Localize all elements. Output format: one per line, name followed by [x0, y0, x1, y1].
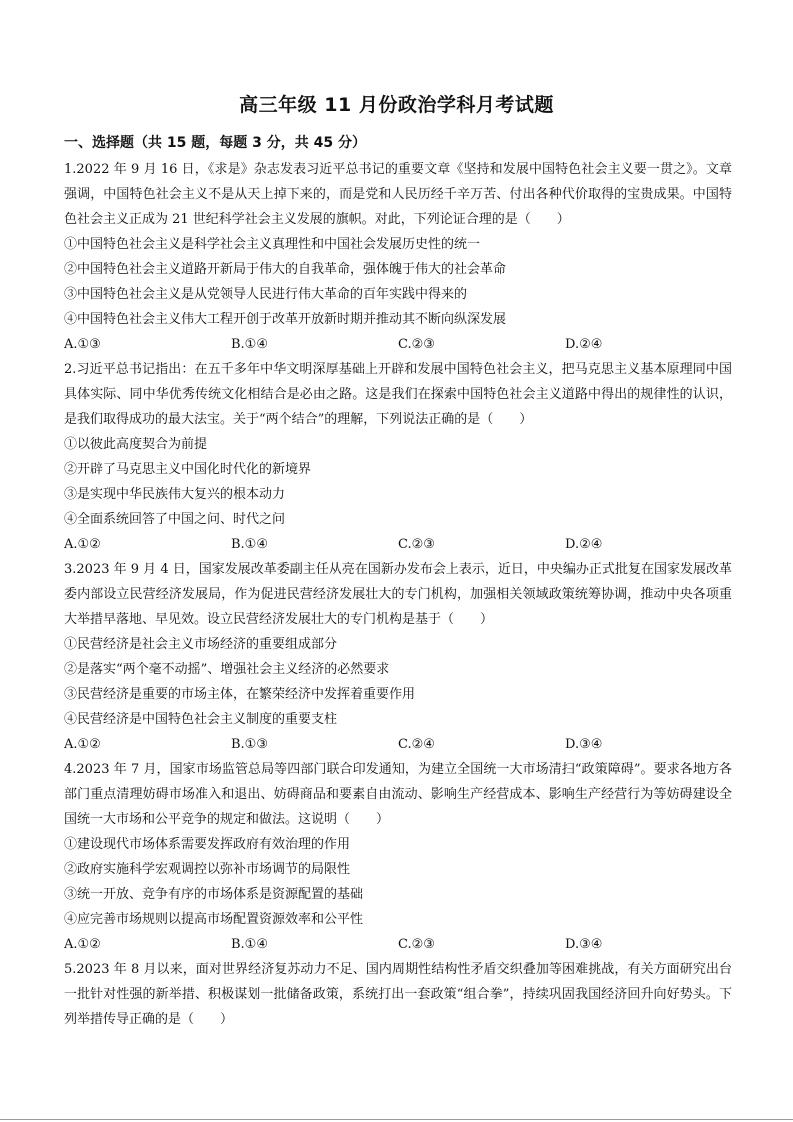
- answer-choice-c: C.②③: [398, 337, 435, 352]
- answer-choice-d: D.③④: [565, 937, 603, 952]
- answer-choice-b: B.①④: [231, 537, 268, 552]
- answer-choice-a: A.①③: [64, 337, 101, 352]
- question-option: ①民营经济是社会主义市场经济的重要组成部分: [64, 637, 338, 652]
- question-stem: 5.2023 年 8 月以来，面对世界经济复苏动力不足、国内周期性结构性矛盾交织叠加等困难挑战，有关方面研究出台一批针对性强的新举措、积极谋划一批储备政策，系统打出一套政策“组合拳”，持续巩固我国经济回升向好势头。下列举措传导正确的是（ ）: [64, 962, 732, 1027]
- question-5: [64, 957, 732, 1032]
- answer-choice-a: A.①②: [64, 937, 101, 952]
- answer-choice-d: D.②④: [565, 337, 603, 352]
- question-option: ②开辟了马克思主义中国化时代化的新境界: [64, 462, 312, 477]
- question-option: ④中国特色社会主义伟大工程开创于改革开放新时期并推动其不断向纵深发展: [64, 312, 507, 327]
- question-option: ②是落实“两个毫不动摇”、增强社会主义经济的必然要求: [64, 662, 390, 677]
- answer-choice-d: D.②④: [565, 537, 603, 552]
- answer-choices: [64, 732, 732, 757]
- question-2: [64, 357, 732, 557]
- question-option: ③民营经济是重要的市场主体，在繁荣经济中发挥着重要作用: [64, 687, 416, 702]
- answer-choice-b: B.①④: [231, 337, 268, 352]
- answer-choice-a: A.①②: [64, 737, 101, 752]
- question-stem: 2.习近平总书记指出：在五千多年中华文明深厚基础上开辟和发展中国特色社会主义，把马克思主义基本原理同中国具体实际、同中华优秀传统文化相结合是必由之路。这是我们在探索中国特色社会主义道路中得出的规律性的认识，是我们取得成功的最大法宝。关于“两个结合”的理解，下列说法正确的是（ ）: [64, 362, 732, 427]
- question-option: ①中国特色社会主义是科学社会主义真理性和中国社会发展历史性的统一: [64, 237, 481, 252]
- answer-choice-c: C.②③: [398, 937, 435, 952]
- answer-choice-d: D.③④: [565, 737, 603, 752]
- answer-choices: [64, 932, 732, 957]
- question-4: [64, 757, 732, 957]
- question-option: ③是实现中华民族伟大复兴的根本动力: [64, 487, 286, 502]
- question-option: ③中国特色社会主义是从党领导人民进行伟大革命的百年实践中得来的: [64, 287, 468, 302]
- answer-choice-b: B.①③: [231, 737, 268, 752]
- answer-choice-c: C.②④: [398, 737, 435, 752]
- question-option: ①以彼此高度契合为前提: [64, 437, 208, 452]
- answer-choice-c: C.②③: [398, 537, 435, 552]
- page-title: 高三年级 11 月份政治学科月考试题: [239, 94, 554, 116]
- section-heading: 一、选择题（共 15 题，每题 3 分，共 45 分）: [64, 135, 366, 151]
- question-3: [64, 557, 732, 757]
- question-option: ④应完善市场规则以提高市场配置资源效率和公平性: [64, 912, 364, 927]
- answer-choice-a: A.①②: [64, 537, 101, 552]
- page-bottom-divider: [0, 1119, 793, 1120]
- question-list: [64, 157, 732, 1032]
- question-option: ④民营经济是中国特色社会主义制度的重要支柱: [64, 712, 338, 727]
- question-option: ①建设现代市场体系需要发挥政府有效治理的作用: [64, 837, 351, 852]
- question-option: ②中国特色社会主义道路开新局于伟大的自我革命，强体魄于伟大的社会革命: [64, 262, 507, 277]
- question-option: ③统一开放、竞争有序的市场体系是资源配置的基础: [64, 887, 364, 902]
- question-option: ④全面系统回答了中国之问、时代之问: [64, 512, 286, 527]
- answer-choices: [64, 332, 732, 357]
- question-option: ②政府实施科学宏观调控以弥补市场调节的局限性: [64, 862, 351, 877]
- question-stem: 4.2023 年 7 月，国家市场监管总局等四部门联合印发通知，为建立全国统一大市场清扫“政策障碍”。要求各地方各部门重点清理妨碍市场准入和退出、妨碍商品和要素自由流动、影响生产经营成本、影响生产经营行为等妨碍建设全国统一大市场和公平竞争的规定和做法。这说明（ ）: [64, 762, 732, 827]
- answer-choices: [64, 532, 732, 557]
- question-stem: 3.2023 年 9 月 4 日，国家发展改革委副主任从亮在国新办发布会上表示，近日，中央编办正式批复在国家发展改革委内部设立民营经济发展局，作为促进民营经济发展壮大的专门机构，加强相关领域政策统筹协调，推动中央各项重大举措早落地、早见效。设立民营经济发展壮大的专门机构是基于（ ）: [64, 562, 732, 627]
- question-stem: 1.2022 年 9 月 16 日，《求是》杂志发表习近平总书记的重要文章《坚持和发展中国特色社会主义要一贯之》。文章强调，中国特色社会主义不是从天上掉下来的，而是党和人民历经千辛万苦、付出各种代价取得的宝贵成果。中国特色社会主义正成为 21 世纪科学社会主义发展的旗帜。对此，下列论证合理的是（ ）: [64, 162, 732, 227]
- question-1: [64, 157, 732, 357]
- answer-choice-b: B.①④: [231, 937, 268, 952]
